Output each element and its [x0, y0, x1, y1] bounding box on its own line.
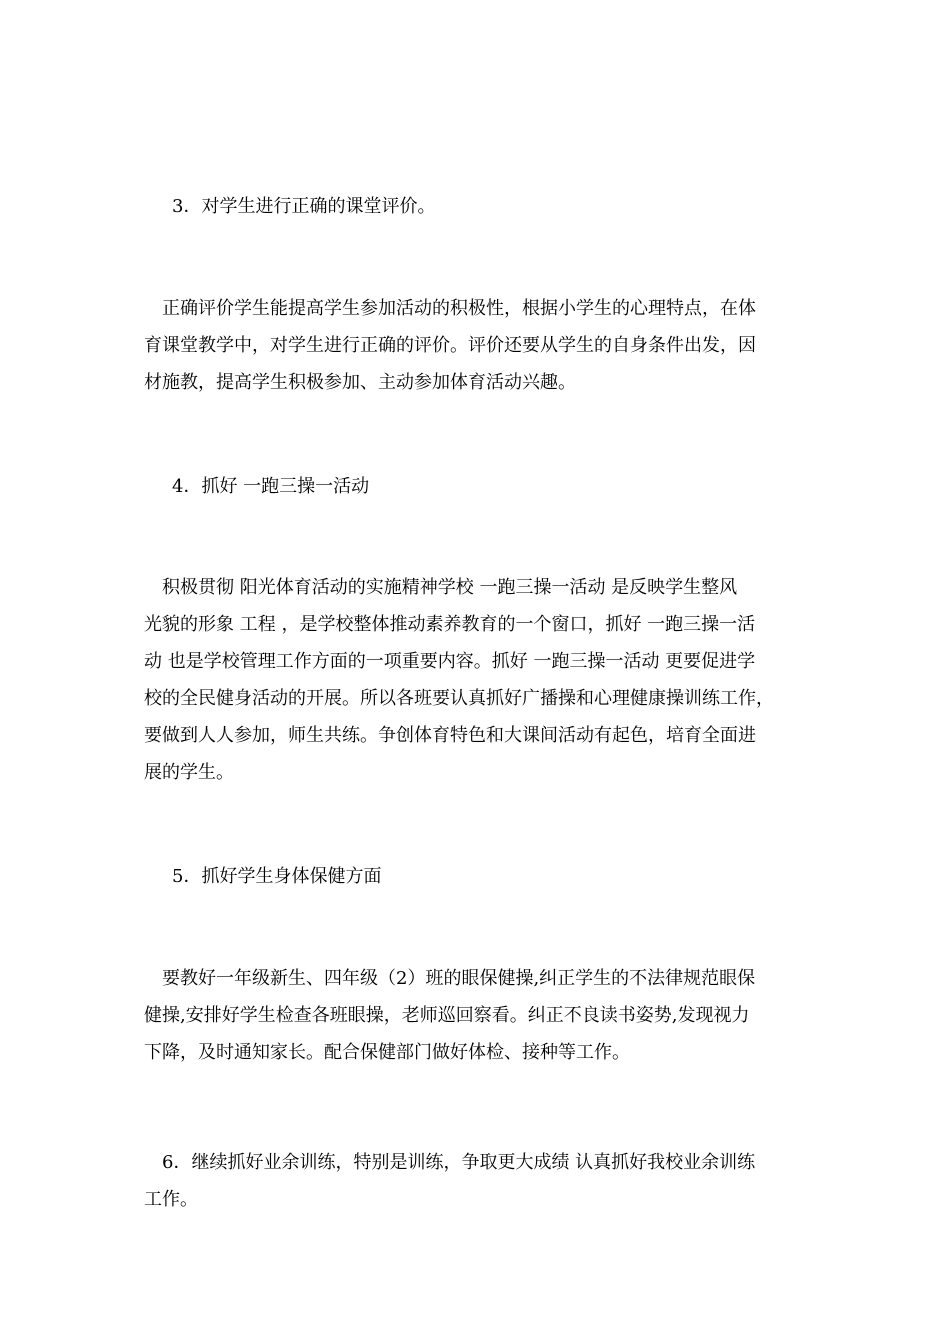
section-heading-4: 4．抓好 一跑三操一活动 [172, 476, 370, 497]
paragraph-line: 材施教，提高学生积极参加、主动参加体育活动兴趣。 [144, 372, 576, 393]
paragraph-line: 育课堂教学中，对学生进行正确的评价。评价还要从学生的自身条件出发，因 [144, 335, 756, 356]
paragraph-line: 6．继续抓好业余训练，特别是训练，争取更大成绩 认真抓好我校业余训练 [144, 1152, 756, 1173]
section-heading-5: 5．抓好学生身体保健方面 [172, 866, 382, 887]
paragraph-line: 光貌的形象 工程 ，是学校整体推动素养教育的一个窗口，抓好 一跑三操一活 [144, 614, 756, 635]
paragraph-line: 要做到人人参加，师生共练。争创体育特色和大课间活动有起色，培育全面进 [144, 725, 756, 746]
paragraph-line: 下降，及时通知家长。配合保健部门做好体检、接种等工作。 [144, 1042, 630, 1063]
paragraph-line: 展的学生。 [144, 762, 234, 783]
section-heading-3: 3．对学生进行正确的课堂评价。 [172, 196, 436, 217]
paragraph-line: 工作。 [144, 1189, 198, 1210]
paragraph-line: 健操,安排好学生检查各班眼操，老师巡回察看。纠正不良读书姿势,发现视力 [144, 1005, 750, 1026]
paragraph-line: 要教好一年级新生、四年级（2）班的眼保健操,纠正学生的不法律规范眼保 [144, 968, 756, 989]
paragraph-line: 动 也是学校管理工作方面的一项重要内容。抓好 一跑三操一活动 更要促进学 [144, 651, 756, 672]
paragraph-line: 积极贯彻 阳光体育活动的实施精神学校 一跑三操一活动 是反映学生整风 [144, 577, 738, 598]
paragraph-line: 校的全民健身活动的开展。所以各班要认真抓好广播操和心理健康操训练工作， [144, 688, 774, 709]
paragraph-line: 正确评价学生能提高学生参加活动的积极性，根据小学生的心理特点，在体 [144, 298, 756, 319]
